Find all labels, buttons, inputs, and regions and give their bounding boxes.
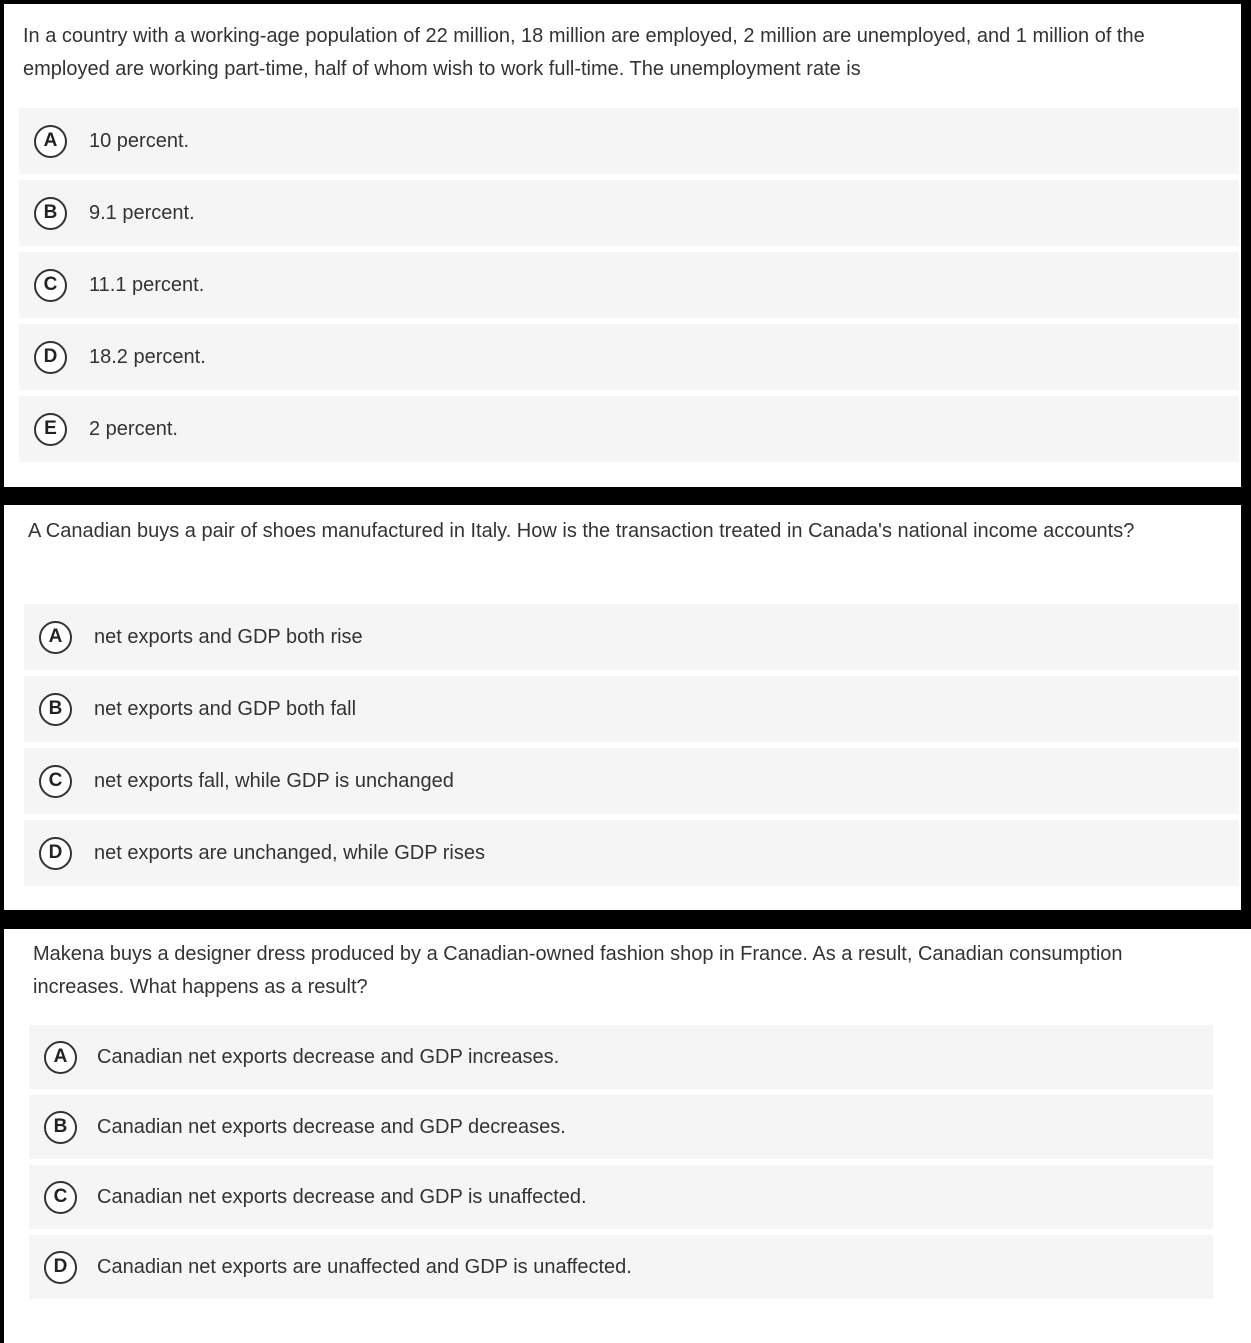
option-text: 9.1 percent. bbox=[89, 201, 195, 224]
q2-option-c[interactable] bbox=[24, 748, 1239, 814]
question-1-text: In a country with a working-age population of 22 million, 18 million are employed, 2 million are unemployed, and 1 million of the employed are working part-time, half of whom wish to work full-time. The unemployment rate is bbox=[23, 25, 1145, 80]
option-text: Canadian net exports decrease and GDP increases. bbox=[97, 1045, 560, 1068]
option-letter-d: D bbox=[44, 1251, 77, 1284]
q3-option-c[interactable] bbox=[29, 1165, 1213, 1229]
option-text: net exports fall, while GDP is unchanged bbox=[94, 769, 454, 792]
option-letter-a: A bbox=[39, 621, 72, 654]
option-letter-e: E bbox=[34, 413, 67, 446]
option-text: 10 percent. bbox=[89, 129, 190, 152]
option-letter-c: C bbox=[39, 765, 72, 798]
option-text: Canadian net exports are unaffected and GDP is unaffected. bbox=[97, 1255, 632, 1278]
option-text: 18.2 percent. bbox=[89, 345, 206, 368]
option-text: 2 percent. bbox=[89, 417, 178, 440]
option-letter-c: C bbox=[44, 1181, 77, 1214]
q2-option-a[interactable] bbox=[24, 604, 1239, 670]
option-letter-c: C bbox=[34, 269, 67, 302]
option-text: Canadian net exports decrease and GDP is unaffected. bbox=[97, 1185, 587, 1208]
option-letter-a: A bbox=[44, 1041, 77, 1074]
q1-option-a[interactable] bbox=[19, 108, 1239, 174]
option-text: net exports are unchanged, while GDP rises bbox=[94, 841, 485, 864]
option-letter-d: D bbox=[34, 341, 67, 374]
q2-option-d[interactable] bbox=[24, 820, 1239, 886]
q1-option-d[interactable] bbox=[19, 324, 1239, 390]
q1-option-c[interactable] bbox=[19, 252, 1239, 318]
q1-option-e[interactable] bbox=[19, 396, 1239, 462]
question-3-text: Makena buys a designer dress produced by a Canadian-owned fashion shop in France. As a result, Canadian consumption increases. What happens as a result? bbox=[33, 943, 1123, 998]
q3-option-a[interactable] bbox=[29, 1025, 1213, 1089]
option-text: Canadian net exports decrease and GDP decreases. bbox=[97, 1115, 566, 1138]
option-letter-b: B bbox=[34, 197, 67, 230]
option-letter-b: B bbox=[44, 1111, 77, 1144]
option-text: net exports and GDP both rise bbox=[94, 625, 363, 648]
option-text: net exports and GDP both fall bbox=[94, 697, 357, 720]
q3-option-b[interactable] bbox=[29, 1095, 1213, 1159]
q3-option-d[interactable] bbox=[29, 1235, 1213, 1299]
q1-option-b[interactable] bbox=[19, 180, 1239, 246]
option-text: 11.1 percent. bbox=[89, 273, 205, 296]
option-letter-a: A bbox=[34, 125, 67, 158]
option-letter-b: B bbox=[39, 693, 72, 726]
option-letter-d: D bbox=[39, 837, 72, 870]
question-2-text: A Canadian buys a pair of shoes manufactured in Italy. How is the transaction treated in Canada's national income accounts? bbox=[28, 520, 1135, 542]
q2-option-b[interactable] bbox=[24, 676, 1239, 742]
